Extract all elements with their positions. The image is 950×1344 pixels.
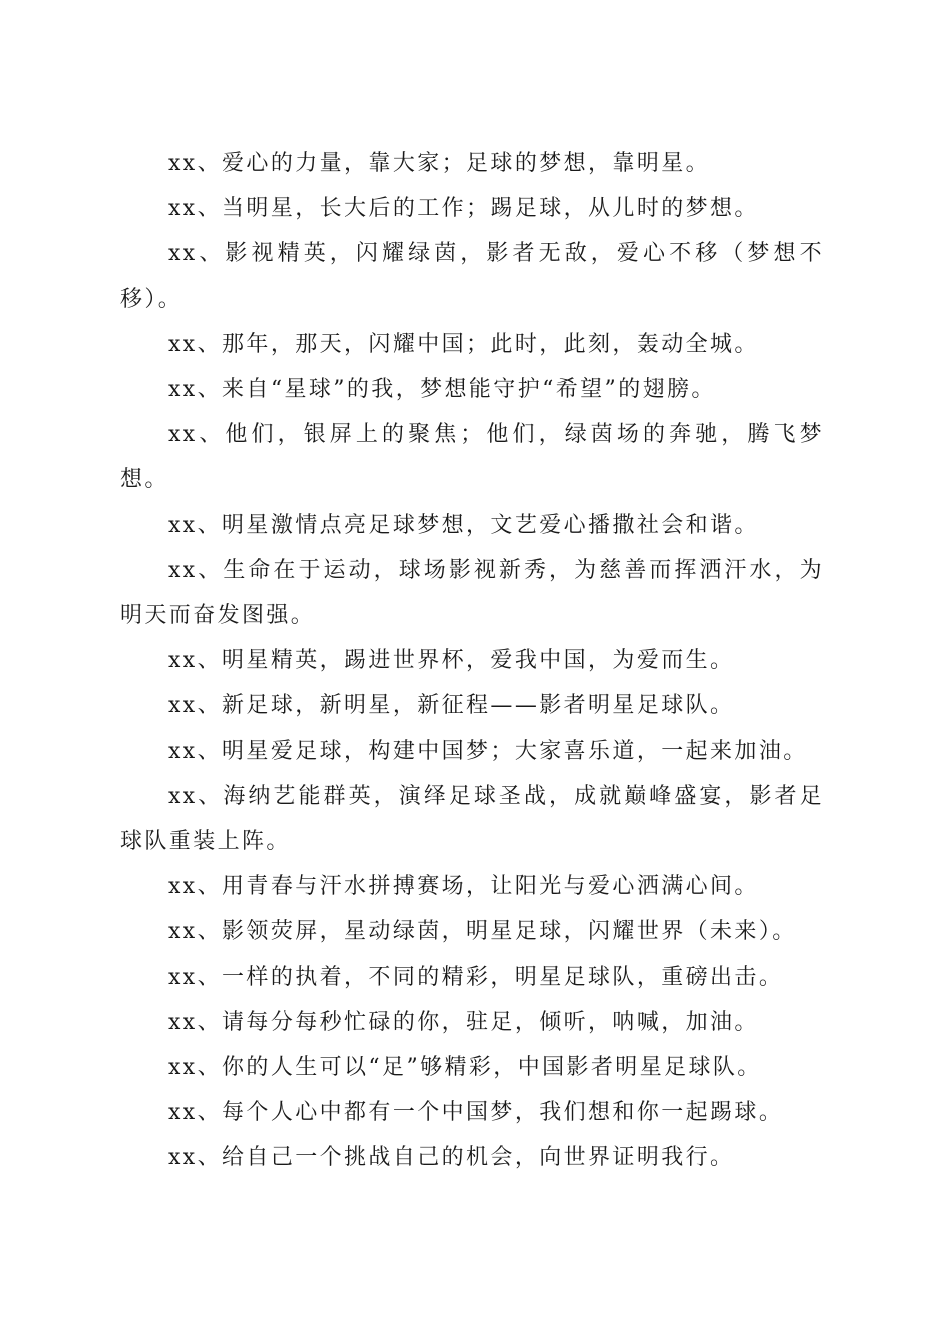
slogan-paragraph: xx、明星精英，踢进世界杯，爱我中国，为爱而生。 [168,648,735,674]
slogan-paragraph: xx、爱心的力量，靠大家；足球的梦想，靠明星。 [168,151,711,176]
slogan-paragraph: xx、当明星，长大后的工作；踢足球，从儿时的梦想。 [168,196,759,222]
slogan-paragraph: xx、每个人心中都有一个中国梦，我们想和你一起踢球。 [168,1100,784,1126]
slogan-paragraph: xx、你的人生可以“足”够精彩，中国影者明星足球队。 [168,1055,762,1081]
slogan-paragraph: xx、给自己一个挑战自己的机会，向世界证明我行。 [168,1145,735,1171]
slogan-paragraph: xx、用青春与汗水拼搏赛场，让阳光与爱心洒满心间。 [168,874,759,900]
slogan-paragraph: xx、海纳艺能群英，演绎足球圣战，成就巅峰盛宴，影者足球队重装上阵。 [120,783,824,855]
slogan-paragraph: xx、来自“星球”的我，梦想能守护“希望”的翅膀。 [168,377,716,403]
slogan-paragraph: xx、一样的执着，不同的精彩，明星足球队，重磅出击。 [168,964,784,990]
slogan-paragraph: xx、请每分每秒忙碌的你，驻足，倾听，呐喊，加油。 [168,1009,759,1035]
slogan-paragraph: xx、影领荧屏，星动绿茵，明星足球，闪耀世界（未来）。 [168,919,797,945]
document-body [120,141,824,1181]
slogan-paragraph: xx、影视精英，闪耀绿茵，影者无敌，爱心不移（梦想不移）。 [120,241,824,312]
slogan-paragraph: xx、新足球，新明星，新征程——影者明星足球队。 [168,693,735,719]
slogan-paragraph: xx、明星激情点亮足球梦想，文艺爱心播撒社会和谐。 [168,512,759,538]
slogan-paragraph: xx、他们，银屏上的聚焦；他们，绿茵场的奔驰，腾飞梦想。 [120,422,824,493]
slogan-paragraph: xx、明星爱足球，构建中国梦；大家喜乐道，一起来加油。 [168,738,808,764]
slogan-paragraph: xx、生命在于运动，球场影视新秀，为慈善而挥洒汗水，为明天而奋发图强。 [120,557,824,629]
slogan-paragraph: xx、那年，那天，闪耀中国；此时，此刻，轰动全城。 [168,331,759,357]
